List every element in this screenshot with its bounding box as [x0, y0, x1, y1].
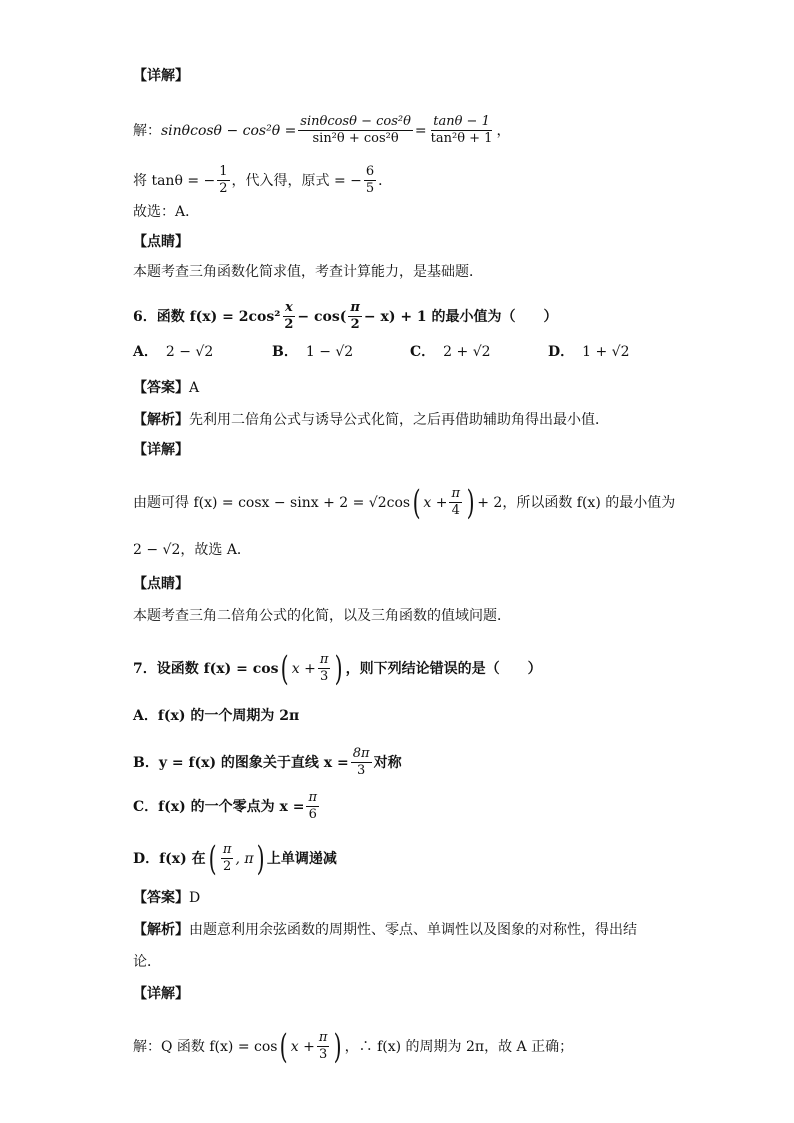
text: , π [235, 850, 254, 867]
analysis-text: 先利用二倍角公式与诱导公式化简，之后再借助辅助角得出最小值． [189, 412, 609, 428]
question7-stem [133, 648, 654, 689]
text: 上单调递减 [266, 850, 337, 867]
text: ，代入得，原式 = − [231, 172, 362, 189]
numerator: 6 [365, 164, 375, 179]
q7-solution-line [133, 1026, 654, 1067]
analysis-tag: 【解析】 [133, 922, 189, 938]
q7-option-d [133, 838, 654, 879]
text: 7．设函数 f(x) = cos [133, 660, 279, 677]
text: x + [291, 660, 316, 677]
q6-answer-line [133, 378, 654, 398]
numerator: 1 [219, 164, 228, 179]
text: B．y = f(x) 的图象关于直线 x = [133, 754, 349, 771]
text: ， [496, 122, 511, 139]
analysis-text: 由题意利用余弦函数的周期性、零点、单调性以及图象的对称性，得出结 [189, 922, 637, 938]
choice5-line: 故选：A． [133, 204, 200, 220]
numerator: π [318, 1030, 328, 1045]
option-label: A． [133, 344, 158, 360]
denominator: 3 [318, 1047, 328, 1062]
fraction [298, 114, 413, 147]
fraction [364, 164, 376, 197]
text: 由题可得 f(x) = cosx − sinx + 2 = √2cos [133, 494, 411, 511]
option-value: 1 + √2 [582, 344, 630, 360]
paren-right: ) [466, 482, 475, 523]
question6-stem [133, 300, 654, 333]
text: 将 tanθ = − [133, 172, 216, 189]
note5-line: 本题考查三角函数化简求值，考查计算能力，是基础题． [133, 264, 483, 280]
substitution-line [133, 164, 654, 197]
section-detail-heading: 【详解】 [133, 442, 189, 458]
q6-analysis-line [133, 410, 654, 430]
section-detail-heading: 【详解】 [133, 986, 189, 1002]
q6-option-c [410, 342, 491, 362]
fraction [306, 790, 319, 823]
text: 解： [133, 122, 161, 139]
numerator: 8π [352, 746, 370, 761]
paren-left: ( [208, 838, 217, 879]
q7-analysis-line2: 论． [133, 954, 161, 970]
q7-option-b [133, 746, 654, 779]
numerator: π [451, 486, 460, 501]
denominator: 2 [223, 859, 232, 874]
text: 解：Q 函数 f(x) = cos [133, 1038, 278, 1055]
denominator: 6 [308, 807, 317, 822]
fraction [282, 300, 295, 333]
fraction [348, 300, 362, 333]
answer-tag: 【答案】 [133, 890, 189, 906]
denominator: sin²θ + cos²θ [312, 131, 399, 146]
text: = [414, 122, 427, 139]
text: D．f(x) 在 [133, 850, 206, 867]
text: ，∴ f(x) 的周期为 2π，故 A 正确； [344, 1038, 574, 1055]
text: C．f(x) 的一个零点为 x = [133, 798, 305, 815]
q7-answer-line [133, 888, 654, 908]
q6-option-a [133, 342, 213, 362]
option-label: D． [548, 344, 575, 360]
fraction [217, 164, 229, 197]
fraction [449, 486, 462, 519]
q7-option-a: A．f(x) 的一个周期为 2π [133, 708, 300, 724]
denominator: 2 [284, 317, 294, 332]
numerator: π [222, 842, 232, 857]
paren-left: ( [281, 648, 290, 689]
fraction [317, 1030, 330, 1063]
paren-left: ( [412, 482, 421, 523]
q6-solution-line [133, 482, 676, 523]
q6-option-b [272, 342, 353, 362]
text: x + [423, 494, 448, 511]
text: − x) + 1 的最小值为（ ） [363, 308, 558, 325]
option-value: 2 + √2 [443, 344, 491, 360]
paren-right: ) [335, 648, 343, 689]
option-value: 2 − √2 [165, 344, 214, 360]
answer-tag: 【答案】 [133, 380, 189, 396]
fraction [221, 842, 234, 875]
numerator: sinθcosθ − cos²θ [300, 114, 411, 129]
denominator: 3 [319, 669, 329, 684]
option-label: C． [410, 344, 436, 360]
numerator: π [308, 790, 318, 805]
text: − cos( [297, 308, 347, 325]
text: + 2，所以函数 f(x) 的最小值为 [477, 494, 676, 511]
fraction [429, 114, 495, 147]
text: 6．函数 f(x) = 2cos² [133, 308, 281, 325]
q6-option-d [548, 342, 630, 362]
numerator: x [284, 300, 293, 315]
denominator: 2 [350, 317, 360, 332]
text: x + [290, 1038, 315, 1055]
answer-value: D [189, 890, 201, 906]
solution5-line [133, 114, 654, 147]
note6-line: 本题考查三角二倍角公式的化简，以及三角函数的值域问题． [133, 608, 511, 624]
numerator: π [319, 652, 329, 667]
numerator: tanθ − 1 [433, 114, 490, 129]
text: 对称 [373, 754, 402, 771]
q6-solution-line2: 2 − √2，故选 A． [133, 542, 251, 558]
numerator: π [350, 300, 360, 315]
analysis-tag: 【解析】 [133, 412, 189, 428]
denominator: 2 [219, 181, 228, 196]
paren-right: ) [334, 1026, 342, 1067]
option-label: B． [272, 344, 298, 360]
answer-value: A [189, 380, 200, 396]
text: ． [378, 172, 393, 189]
denominator: tan²θ + 1 [430, 131, 493, 146]
denominator: 4 [451, 503, 460, 518]
paren-left: ( [280, 1026, 289, 1067]
fraction [351, 746, 372, 779]
paren-right: ) [256, 838, 265, 879]
text: sinθcosθ − cos²θ = [161, 122, 297, 139]
text: ，则下列结论错误的是（ ） [345, 660, 542, 677]
denominator: 3 [357, 763, 366, 778]
option-value: 1 − √2 [305, 344, 354, 360]
q7-analysis-line [133, 920, 654, 940]
section-note-heading: 【点睛】 [133, 576, 189, 592]
section-note-heading: 【点睛】 [133, 234, 189, 250]
q7-option-c [133, 790, 654, 823]
section-detail-heading: 【详解】 [133, 68, 189, 84]
fraction [318, 652, 331, 685]
denominator: 5 [365, 181, 375, 196]
